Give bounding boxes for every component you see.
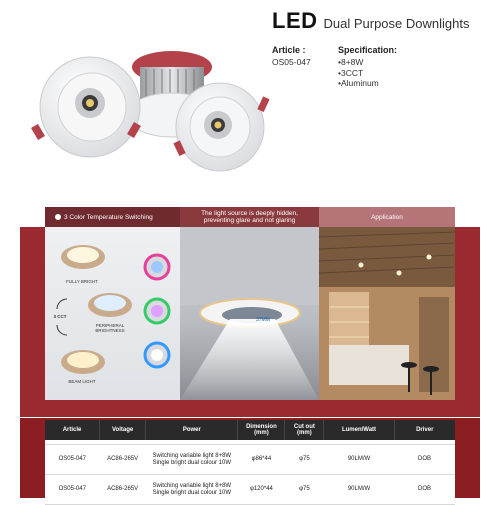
panel-header-glare-line1: The light source is deeply hidden, [201, 210, 298, 217]
cell-voltage: AC86-265V [100, 445, 146, 475]
article-label: Article : [272, 45, 306, 55]
col-header: Article [45, 420, 100, 440]
col-header: Lumen/Watt [324, 420, 394, 440]
cell-lumen: 90LM/W [324, 445, 394, 475]
col-header: Driver [394, 420, 455, 440]
panel-header-glare-line2: preventing glare and not glaring [203, 217, 296, 224]
light-fully-bright [61, 245, 105, 269]
light-beam [61, 350, 105, 374]
downlight-left [31, 57, 141, 157]
panel-anti-glare [180, 227, 319, 400]
cell-dimension: φ86*44 [238, 445, 285, 475]
glow-rgb-2 [145, 299, 169, 323]
cell-cutout: φ75 [285, 475, 324, 505]
depth-label: 37MM [256, 317, 270, 323]
label-peripheral-brightness: PERIPHERAL BRIGHTNESS [95, 323, 125, 333]
cell-article: OS05-047 [45, 475, 100, 505]
spec-item: •3CCT [338, 67, 364, 78]
spec-item: •8+8W [338, 57, 364, 67]
label-beam-light: BEAM LIGHT [68, 379, 96, 384]
cct-badge-icon [55, 214, 61, 220]
anti-glare-illustration [180, 227, 319, 400]
glow-rgb-3 [145, 343, 169, 367]
cell-power: Switching variable light 8+8W Single bright dual colour 10W [146, 445, 238, 475]
table-row [45, 475, 455, 505]
col-header: Power [146, 420, 238, 440]
cell-voltage: AC86-265V [100, 475, 146, 505]
page-title [272, 8, 469, 34]
glow-rgb-1 [145, 255, 169, 279]
title-main: LED [272, 8, 318, 33]
label-3cct: 3 CCT [53, 314, 67, 319]
specification-table [45, 420, 455, 505]
specification-label: Specification: [338, 45, 398, 55]
cell-driver: DOB [394, 445, 455, 475]
panel-header-application: Application [319, 207, 455, 227]
panel-header-cct [45, 207, 180, 227]
product-image [20, 45, 280, 185]
col-header: Voltage [100, 420, 146, 440]
table-header-row [45, 420, 455, 440]
panel-header-glare [180, 207, 319, 227]
title-subtitle: Dual Purpose Downlights [323, 16, 470, 31]
table-row [45, 445, 455, 475]
spec-item: •Aluminum [338, 78, 379, 88]
panel-cct-switching [45, 227, 180, 400]
label-fully-bright: FULLY BRIGHT [66, 279, 98, 284]
panel-header-cct-text: 3 Color Temperature Switching [64, 213, 153, 221]
col-header: Dimension (mm) [238, 420, 285, 440]
col-header: Cut out (mm) [285, 420, 324, 440]
specification-list [338, 57, 379, 89]
panel-application [319, 227, 455, 400]
cell-cutout: φ75 [285, 445, 324, 475]
cell-dimension: φ120*44 [238, 475, 285, 505]
cell-lumen: 90LM/W [324, 475, 394, 505]
cell-power: Switching variable light 8+8W Single bright dual colour 10W [146, 475, 238, 505]
article-value: OS05-047 [272, 57, 311, 67]
cell-driver: DOB [394, 475, 455, 505]
cell-article: OS05-047 [45, 445, 100, 475]
light-peripheral [88, 293, 132, 317]
application-photo [319, 227, 455, 400]
